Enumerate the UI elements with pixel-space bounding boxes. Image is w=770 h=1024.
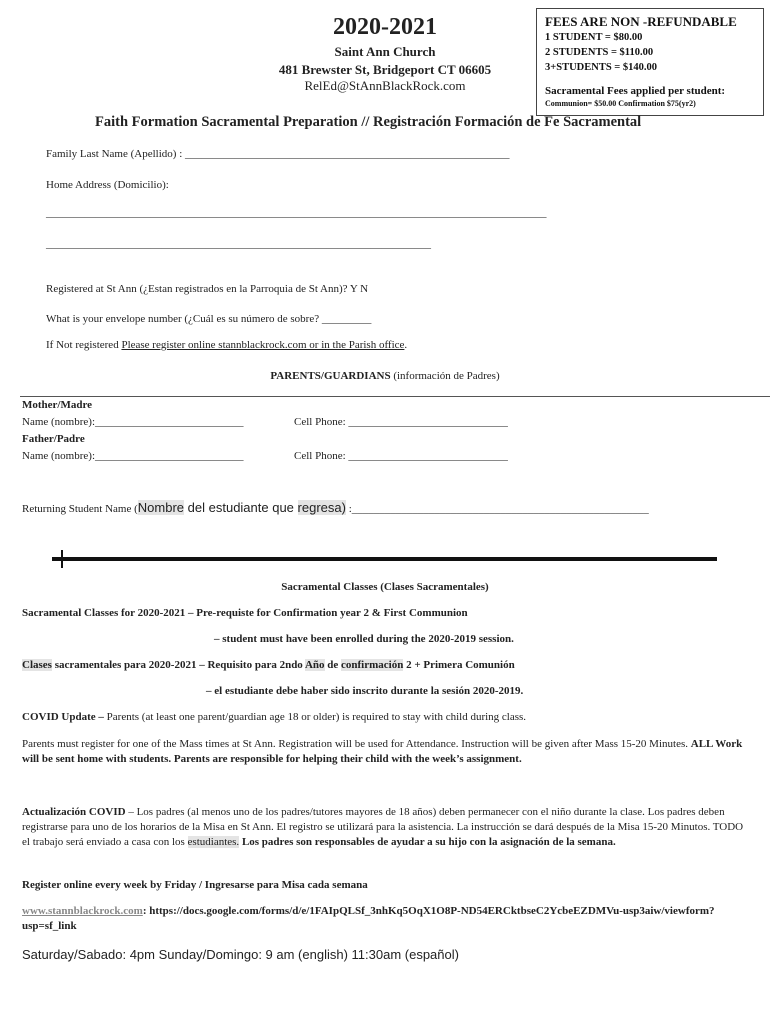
mother-name-field[interactable]: Name (nombre):___________________________ — [22, 416, 244, 428]
classes-es-line2: – el estudiante debe haber sido inscrito durante la sesión 2020-2019. — [206, 685, 524, 697]
parents-heading — [180, 370, 590, 382]
returning-nombre: Nombre — [137, 500, 185, 515]
es-confirmacion: confirmación — [341, 659, 404, 671]
fees-title: FEES ARE NON -REFUNDABLE — [545, 14, 737, 29]
fee-two-students: 2 STUDENTS = $110.00 — [545, 47, 654, 58]
divider-cross-mark — [61, 550, 63, 568]
mass-schedule: Saturday/Sabado: 4pm Sunday/Domingo: 9 am (english) 11:30am (español) — [22, 947, 459, 962]
church-email: RelEd@StAnnBlackRock.com — [304, 78, 466, 93]
form-url-link[interactable]: : https://docs.google.com/forms/d/e/1FAIpQLSf_3nhKq5OqX1O8P-ND54ERCktbseC2YcbeEZDMVu-usp3aiw/viewform?usp=sf_link — [22, 905, 715, 932]
not-registered-text: If Not registered — [46, 339, 122, 351]
es-clases: Clases — [22, 659, 52, 671]
covid-en-p2-bold: ALL Work will be sent home with students. Parents are responsible for helping their child with the week’s assignment. — [22, 738, 743, 765]
period: . — [404, 339, 408, 351]
home-address-label: Home Address (Domicilio): — [46, 179, 169, 191]
es-ano: Año — [304, 659, 325, 671]
register-online-link[interactable]: Please register online stannblackrock.com or in the Parish office — [121, 339, 405, 351]
form-link-block — [22, 904, 742, 934]
returning-student-field[interactable] — [22, 500, 649, 515]
envelope-number-field[interactable]: What is your envelope number (¿Cuál es su número de sobre? _________ — [46, 313, 372, 325]
es-de: de — [324, 659, 342, 671]
year-title: 2020-2021 — [333, 14, 437, 40]
not-registered-note — [46, 339, 407, 351]
es-text-b: 2 + Primera Comunión — [403, 659, 515, 671]
fees-detail: Communion= $50.00 Confirmation $75(yr2) — [545, 99, 696, 108]
covid-update-es — [22, 805, 750, 850]
covid-es-bold: Los padres son responsables de ayudar a su hijo con la asignación de la semana. — [239, 836, 616, 848]
returning-prefix: Returning Student Name ( — [22, 503, 138, 515]
mother-label: Mother/Madre — [22, 399, 93, 411]
form-title: Faith Formation Sacramental Preparation // Registración Formación de Fe Sacramental — [95, 114, 642, 130]
classes-en-line2: – student must have been enrolled during the 2020-2019 session. — [214, 633, 514, 645]
covid-en-p2: Parents must register for one of the Mass times at St Ann. Registration will be used for Attendance. Instruction will be given after Mass 15-20 Minutes. — [22, 738, 691, 750]
covid-es-text: – Los padres (al menos uno de los padres/tutores mayores de 18 años) deben permanecer con el niño durante la clase. Los padres deben registrarse para uno de los horarios de la Misa en St Ann. El registro se utilizará para la asistencia. La instrucción se dará después de la Misa 15-20 Minutos. TODO el trabajo será enviado a casa con los — [22, 806, 744, 848]
fees-box — [536, 8, 764, 116]
classes-heading: Sacramental Classes (Clases Sacramentales) — [281, 581, 489, 593]
covid-en-text: Parents (at least one parent/guardian age 18 or older) is required to stay with child during class. — [106, 711, 527, 723]
website-link[interactable]: www.stannblackrock.com — [22, 905, 143, 917]
father-name-field[interactable]: Name (nombre):___________________________ — [22, 450, 244, 462]
parents-divider — [20, 396, 770, 397]
covid-en-label: COVID Update – — [22, 711, 107, 723]
father-cell-field[interactable]: Cell Phone: _____________________________ — [294, 450, 508, 462]
fees-applied: Sacramental Fees applied per student: — [545, 85, 726, 97]
returning-regresa: regresa) — [297, 500, 346, 515]
fee-three-students: 3+STUDENTS = $140.00 — [545, 62, 658, 73]
es-text-a: sacramentales para 2020-2021 – Requisito para 2ndo — [51, 659, 305, 671]
fee-one-student: 1 STUDENT = $80.00 — [545, 32, 643, 43]
church-name: Saint Ann Church — [334, 44, 436, 59]
classes-en-line1: Sacramental Classes for 2020-2021 – Pre-requiste for Confirmation year 2 & First Communion — [22, 607, 468, 619]
home-address-line-1[interactable]: ___________________________________________________________________________________________ — [46, 207, 547, 219]
parents-heading-bold: PARENTS/GUARDIANS — [270, 370, 391, 382]
registered-question: Registered at St Ann (¿Estan registrados en la Parroquia de St Ann)? Y N — [46, 283, 369, 295]
home-address-line-2[interactable]: ______________________________________________________________________ — [46, 238, 431, 250]
returning-suffix: :______________________________________________________ — [345, 503, 649, 515]
church-address: 481 Brewster St, Bridgeport CT 06605 — [278, 62, 492, 77]
mother-cell-field[interactable]: Cell Phone: _____________________________ — [294, 416, 508, 428]
covid-update-en — [22, 711, 752, 723]
returning-mid: del estudiante que — [184, 500, 298, 515]
covid-es-estudiantes: estudiantes. — [187, 836, 240, 848]
classes-es-line1 — [22, 659, 515, 671]
thick-divider — [52, 557, 717, 561]
father-label: Father/Padre — [22, 433, 85, 445]
covid-en-paragraph-2 — [22, 737, 750, 767]
parents-heading-rest: (información de Padres) — [390, 370, 500, 382]
covid-es-label: Actualización COVID — [22, 806, 126, 818]
register-online-note: Register online every week by Friday / Ingresarse para Misa cada semana — [22, 879, 368, 891]
family-last-name-field[interactable]: Family Last Name (Apellido) : ___________________________________________________________ — [46, 148, 510, 160]
